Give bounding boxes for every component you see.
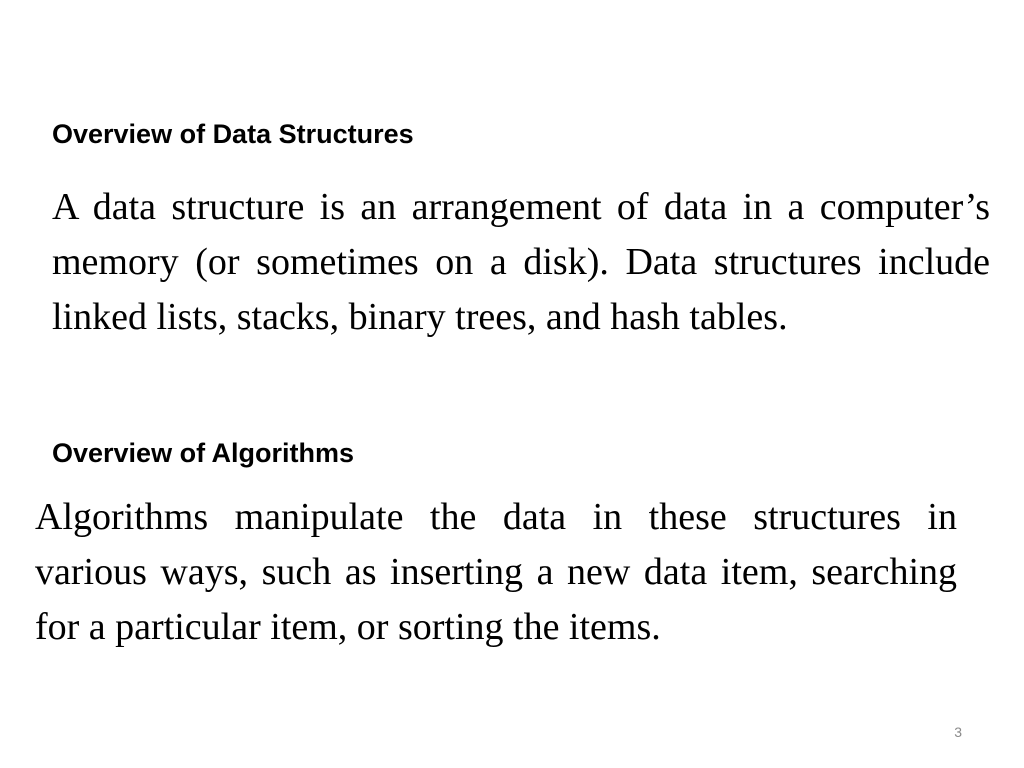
- section-body-data-structures: A data structure is an arrangement of data in a computer’s memory (or sometimes on a disk). Data structures include linked lists, stacks, binary trees, and hash tables.: [52, 186, 990, 338]
- section-heading-algorithms: Overview of Algorithms: [52, 438, 355, 468]
- section-heading-data-structures: Overview of Data Structures: [52, 119, 414, 149]
- page-number: 3: [954, 724, 962, 740]
- section-body-algorithms: Algorithms manipulate the data in these structures in various ways, such as inserting a new data item, searching for a particular item, or sorting the items.: [35, 496, 957, 648]
